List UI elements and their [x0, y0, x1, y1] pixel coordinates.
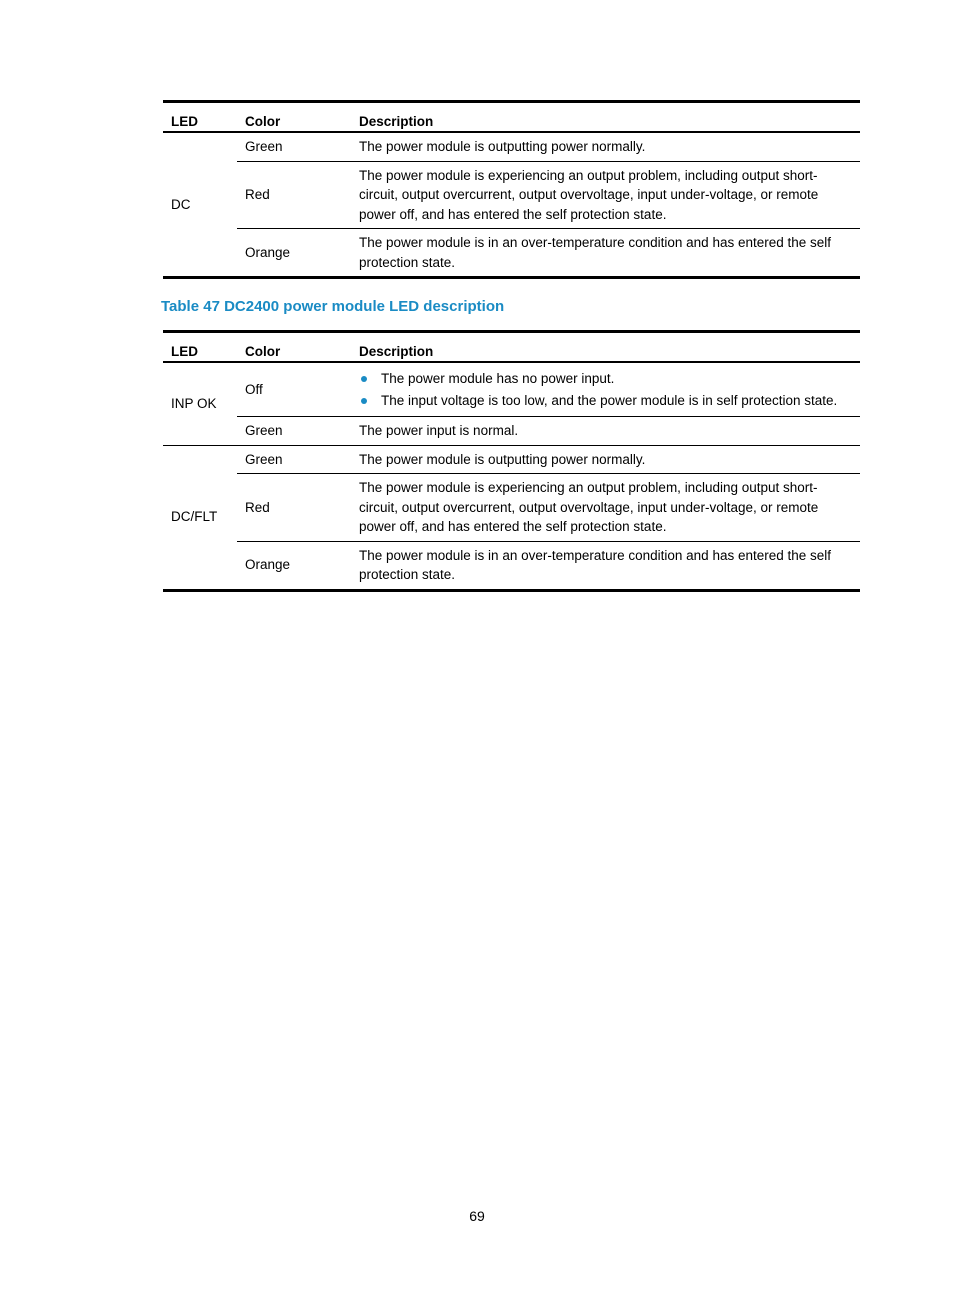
description-cell: The power module is outputting power normally.	[351, 132, 860, 161]
bullet-icon	[361, 376, 367, 382]
table-header-row	[163, 102, 860, 133]
dc2400-led-table	[163, 330, 860, 592]
description-cell: The power module is experiencing an output problem, including output short-circuit, output overcurrent, output overvoltage, input under-voltage, or remote power off, and has entered the self protection state.	[351, 161, 860, 229]
page-number: 69	[469, 1208, 485, 1224]
color-cell: Orange	[237, 541, 351, 590]
header-description: Description	[351, 332, 860, 363]
header-description: Description	[351, 102, 860, 133]
led-name-cell: DC	[163, 132, 237, 278]
bullet-text: The power module has no power input.	[381, 371, 615, 386]
header-led: LED	[163, 332, 237, 363]
table-caption: Table 47 DC2400 power module LED description	[161, 298, 505, 315]
color-cell: Off	[237, 362, 351, 417]
list-item	[359, 391, 852, 411]
color-cell: Green	[237, 417, 351, 446]
table-row	[163, 445, 860, 474]
header-color: Color	[237, 102, 351, 133]
color-cell: Red	[237, 474, 351, 542]
bullet-text: The input voltage is too low, and the power module is in self protection state.	[381, 392, 838, 408]
table-row	[163, 161, 860, 229]
list-item	[359, 369, 852, 389]
table-row	[163, 362, 860, 417]
table-row	[163, 229, 860, 278]
table-row	[163, 132, 860, 161]
table-row	[163, 541, 860, 590]
bullet-list	[359, 369, 852, 410]
led-name-cell: INP OK	[163, 362, 237, 445]
table-row	[163, 417, 860, 446]
description-cell: The power module is outputting power normally.	[351, 445, 860, 474]
color-cell: Orange	[237, 229, 351, 278]
description-cell	[351, 362, 860, 417]
description-cell: The power module is experiencing an output problem, including output short-circuit, output overcurrent, output overvoltage, input under-voltage, or remote power off, and has entered the self protection state.	[351, 474, 860, 542]
description-cell: The power input is normal.	[351, 417, 860, 446]
header-color: Color	[237, 332, 351, 363]
table-row	[163, 474, 860, 542]
description-cell: The power module is in an over-temperature condition and has entered the self protection state.	[351, 541, 860, 590]
table-header-row	[163, 332, 860, 363]
description-cell: The power module is in an over-temperature condition and has entered the self protection state.	[351, 229, 860, 278]
color-cell: Green	[237, 445, 351, 474]
bullet-icon	[361, 398, 367, 404]
led-name-cell: DC/FLT	[163, 445, 237, 590]
header-led: LED	[163, 102, 237, 133]
color-cell: Red	[237, 161, 351, 229]
color-cell: Green	[237, 132, 351, 161]
dc-led-table	[163, 100, 860, 279]
